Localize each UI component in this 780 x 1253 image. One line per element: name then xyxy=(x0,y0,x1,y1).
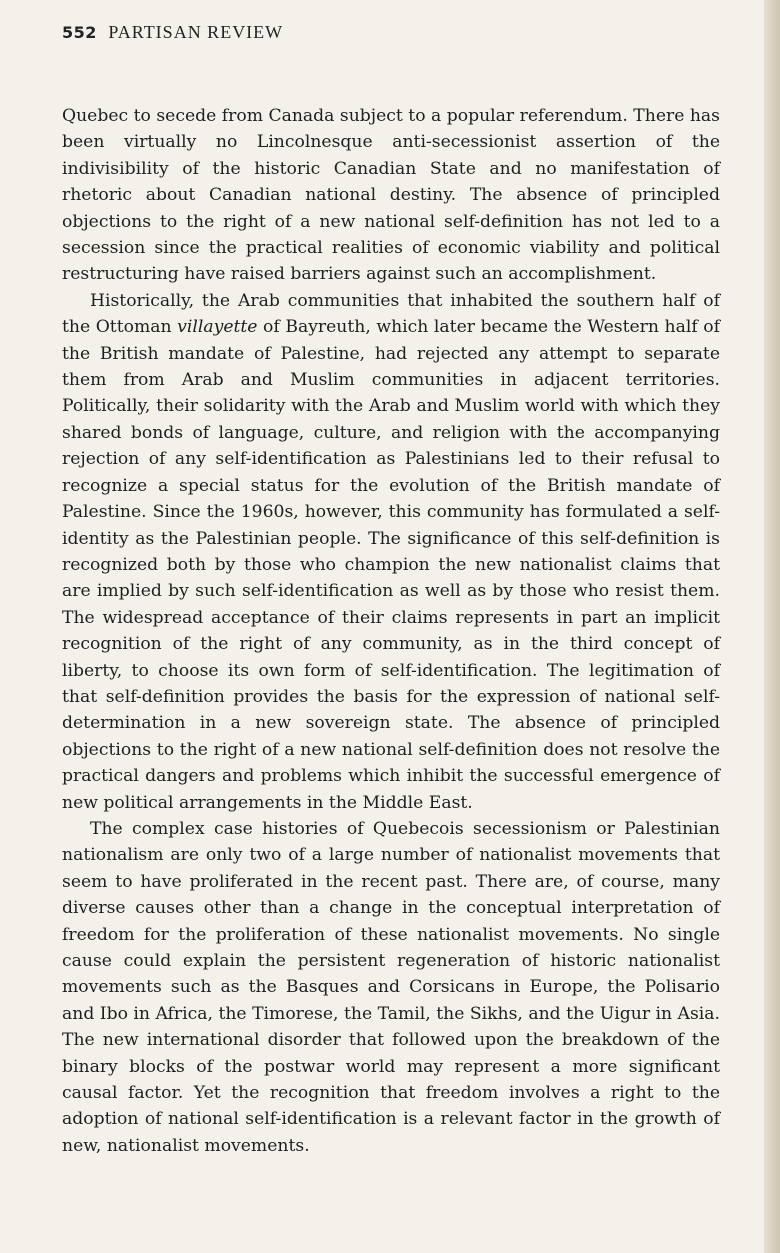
paragraph-palestine-start: Historically, the Arab communities that inhabited the southern half of the Ottoman xyxy=(62,290,720,338)
page-edge-shadow xyxy=(764,0,780,1253)
italic-term-villayette: villayette xyxy=(177,317,258,338)
paragraph-nationalist-movements: The complex case histories of Quebecois secessionism or Palestinian nationalism are only two of a large number of nationalist movements that seem to have proliferated in the recent past. There are, of course, many diverse causes other than a change in the conceptual interpretation of freedom for the proliferation of these nationalist movements. No single cause could explain the persistent regeneration of historic nationalist movements such as the Basques and Corsicans in Europe, the Polisario and Ibo in Africa, the Timorese, the Tamil, the Sikhs, and the Uigur in Asia. The new international disorder that followed upon the breakdown of the binary blocks of the postwar world may represent a more significant causal factor. Yet the recognition that freedom involves a right to the adoption of national self-identification is a relevant factor in the growth of new, nationalist movements. xyxy=(62,818,720,1156)
paragraph-palestine xyxy=(62,288,720,816)
page-number: 552 xyxy=(62,23,97,42)
journal-title: PARTISAN REVIEW xyxy=(108,22,284,42)
running-head xyxy=(62,22,283,43)
paragraph-quebec: Quebec to secede from Canada subject to a popular referendum. There has been virtually no Lincolnesque anti-secessionist assertion of the indivisibility of the historic Canadian State and no manifestation of rhetoric about Canadian national destiny. The absence of principled objections to the right of a new national self-definition has not led to a secession since the practical realities of economic viability and political restructuring have raised barriers against such an accomplishment. xyxy=(62,106,720,285)
body-text xyxy=(62,103,720,1159)
paragraph-palestine-rest: of Bayreuth, which later became the Western half of the British mandate of Palestine, had rejected any attempt to separate them from Arab and Muslim communities in adjacent territories. Politically, their solidarity with the Arab and Muslim world with which they shared bonds of language, culture, and religion with the accompanying rejection of any self-identification as Palestinians led to their refusal to recognize a special status for the evolution of the British mandate of Palestine. Since the 1960s, however, this community has formulated a self-identity as the Palestinian people. The significance of this self-definition is recognized both by those who champion the new nationalist claims that are implied by such self-identification as well as by those who resist them. The widespread acceptance of their claims represents in part an implicit recognition of the right of any community, as in the third concept of liberty, to choose its own form of self-identification. The legitimation of that self-definition provides the basis for the expression of national self-determination in a new sovereign state. The absence of principled objections to the right of a new national self-definition does not resolve the practical dangers and problems which inhibit the successful emergence of new political arrangements in the Middle East. xyxy=(62,317,720,813)
